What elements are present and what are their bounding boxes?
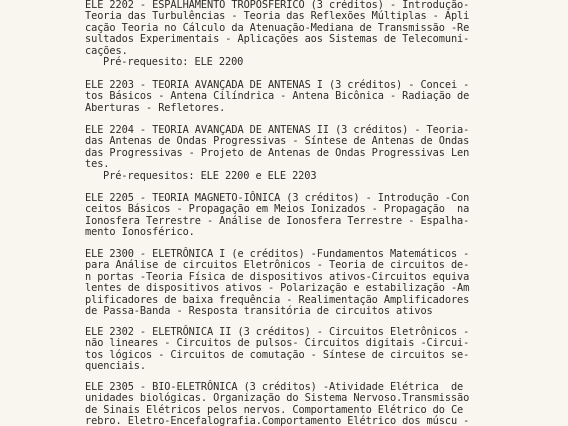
course-text-line: ELE 2205 - TEORIA MAGNETO-IÔNICA (3 créditos) - Introdução -Con xyxy=(85,192,470,204)
course-text-line: das Progressivas - Projeto de Antenas de Ondas Progressivas Len xyxy=(85,146,470,159)
course-text-line: de Passa-Banda - Resposta transitória de circuitos ativos xyxy=(85,304,433,317)
course-text-line: para Análise de circuitos Eletrônicos - Teoria de circuitos de- xyxy=(85,259,470,272)
course-text-line: das Antenas de Ondas Progressivas - Síntese de Antenas de Ondas xyxy=(85,135,470,148)
course-ele-2305 xyxy=(85,382,568,426)
course-text-line: ELE 2202 - ESPALHAMENTO TROPOSFÉRICO (3 créditos) - Introdução- xyxy=(85,0,470,11)
course-text-line: n portas -Teoria Física de dispositivos ativos-Circuitos equiva xyxy=(85,270,470,283)
course-text-line: ELE 2300 - ELETRÔNICA I (e créditos) -Fundamentos Matemáticos - xyxy=(85,248,470,260)
course-text-line: Aberturas - Refletores. xyxy=(85,101,226,114)
course-text-line: mento Ionosférico. xyxy=(85,226,195,239)
prerequisite-note: Pré-requesito: ELE 2200 xyxy=(103,55,244,68)
course-ele-2203 xyxy=(85,80,568,114)
course-ele-2204 xyxy=(85,125,568,182)
course-ele-2300 xyxy=(85,249,568,317)
course-text-line: rebro. Eletro-Encefalografia.Comportamento Elétrico dos múscu - xyxy=(85,415,470,426)
course-text-line: tos lógicos - Circuitos de comutação - Síntese de circuitos se- xyxy=(85,348,470,361)
course-text-line: cações. xyxy=(85,44,128,57)
course-text-line: ceitos Básicos - Propagação em Meios Ionizados - Propagação na xyxy=(85,203,470,216)
course-text-line: Teoria das Turbulências - Teoria das Reflexões Múltiplas - Apli xyxy=(85,10,470,23)
course-text-line: ELE 2203 - TEORIA AVANÇADA DE ANTENAS I (3 créditos) - Concei - xyxy=(85,79,470,91)
course-text-line: tos Básicos - Antena Cilíndrica - Antena Bicônica - Radiação de xyxy=(85,90,470,103)
course-text-line: ELE 2305 - BIO-ELETRÔNICA (3 créditos) -Atividade Elétrica de xyxy=(85,381,464,393)
course-text-line: tes. xyxy=(85,158,110,171)
course-text-line: de Sinais Elétricos pelos nervos. Comportamento Elétrico do Ce xyxy=(85,403,464,416)
course-text-line: quenciais. xyxy=(85,360,146,373)
course-text-line: cação Teoria no Cálculo da Atenuação-Mediana de Transmissão -Re xyxy=(85,21,470,34)
course-ele-2202 xyxy=(85,0,568,68)
course-text-line: unidades biológicas. Organização do Sistema Nervoso.Transmissão xyxy=(85,392,470,405)
course-text-line: não lineares - Circuitos de pulsos- Circuitos digitais -Circui- xyxy=(85,337,470,350)
course-text-line: ELE 2302 - ELETRÔNICA II (3 créditos) - Circuitos Eletrônicos - xyxy=(85,326,470,338)
course-ele-2302 xyxy=(85,327,568,373)
course-text-line: plificadores de baixa frequência - Realimentação Amplificadores xyxy=(85,293,470,306)
prerequisite-note: Pré-requesitos: ELE 2200 e ELE 2203 xyxy=(103,169,317,182)
course-text-line: lentes de dispositivos ativos - Polarização e estabilização -Am xyxy=(85,282,470,295)
course-text-line: sultados Experimentais - Aplicações aos Sistemas de Telecomuni- xyxy=(85,33,470,46)
course-text-line: Ionosfera Terrestre - Análise de Ionosfera Terrestre - Espalha- xyxy=(85,214,470,227)
course-text-line: ELE 2204 - TEORIA AVANÇADA DE ANTENAS II (3 créditos) - Teoria- xyxy=(85,124,470,136)
course-ele-2205 xyxy=(85,193,568,239)
